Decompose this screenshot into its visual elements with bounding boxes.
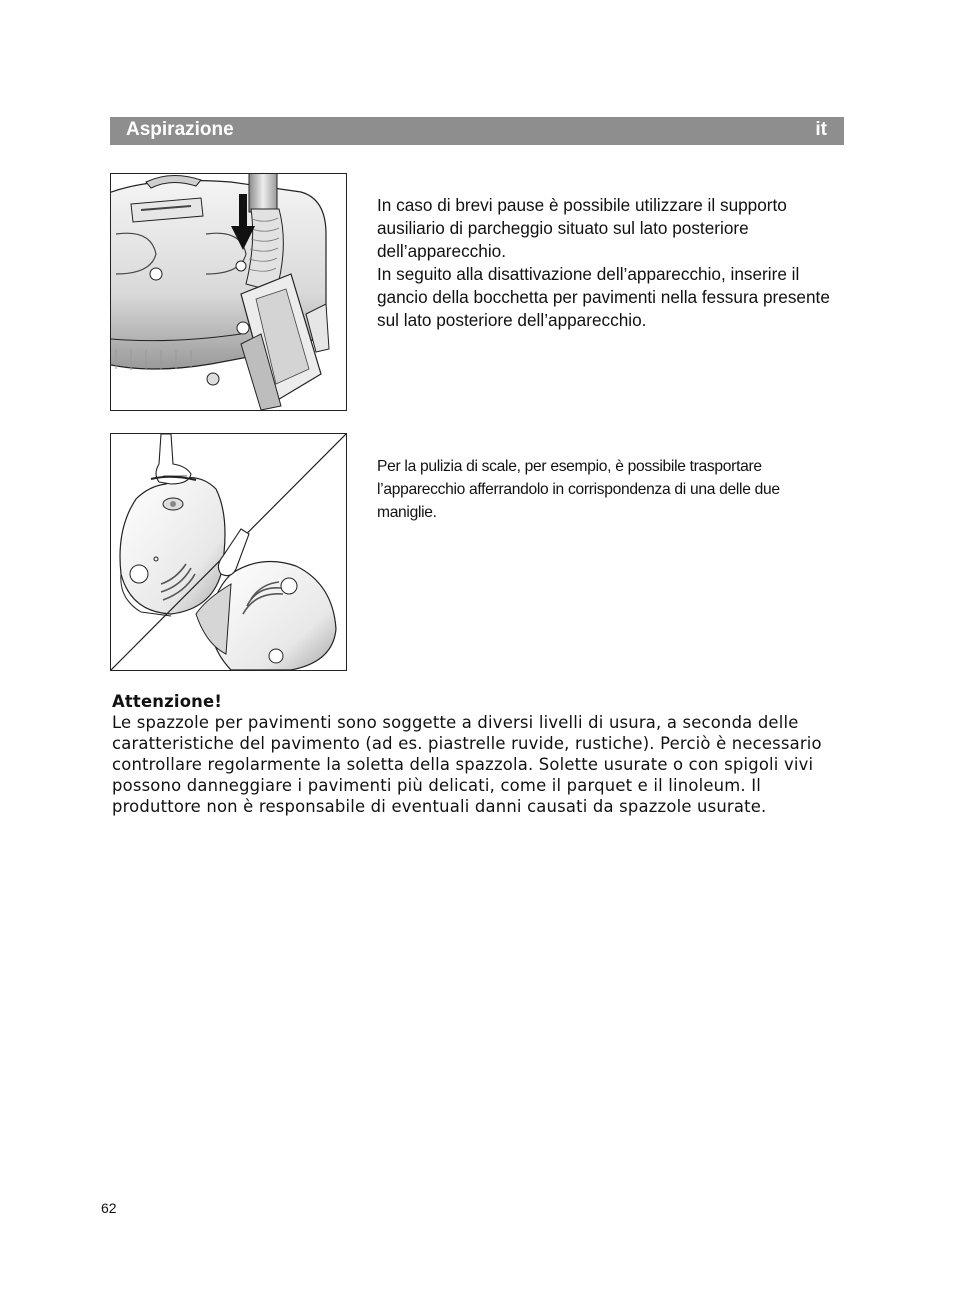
warning-block [112, 691, 847, 817]
language-code: it [815, 119, 827, 140]
parking-support-illustration [110, 173, 347, 411]
parking-instructions [377, 194, 847, 332]
carry-instructions: Per la pulizia di scale, per esempio, è possibile trasportare l’apparecchio afferrandolo in corrispondenza di una delle due maniglie. [377, 458, 780, 521]
page-number: 62 [101, 1200, 117, 1216]
warning-heading: Attenzione! [112, 692, 223, 711]
parking-instruction-line: In seguito alla disattivazione dell’apparecchio, inserire il gancio della bocchetta per pavimenti nella fessura presente sul lato posteriore dell’apparecchio. [377, 264, 830, 330]
carry-handles-illustration [110, 433, 347, 671]
section-header-bar [110, 117, 844, 145]
section-title: Aspirazione [126, 119, 234, 140]
parking-instruction-line: In caso di brevi pause è possibile utilizzare il supporto ausiliario di parcheggio situato sul lato posteriore dell’apparecchio. [377, 195, 787, 261]
warning-body: Le spazzole per pavimenti sono soggette a diversi livelli di usura, a seconda delle caratteristiche del pavimento (ad es. piastrelle ruvide, rustiche). Perciò è necessario controllare regolarmente la soletta della spazzola. Solette usurate o con spigoli vivi possono danneggiare i pavimenti più delicati, come il parquet e il linoleum. Il produttore non è responsabile di eventuali danni causati da spazzole usurate. [112, 713, 822, 816]
